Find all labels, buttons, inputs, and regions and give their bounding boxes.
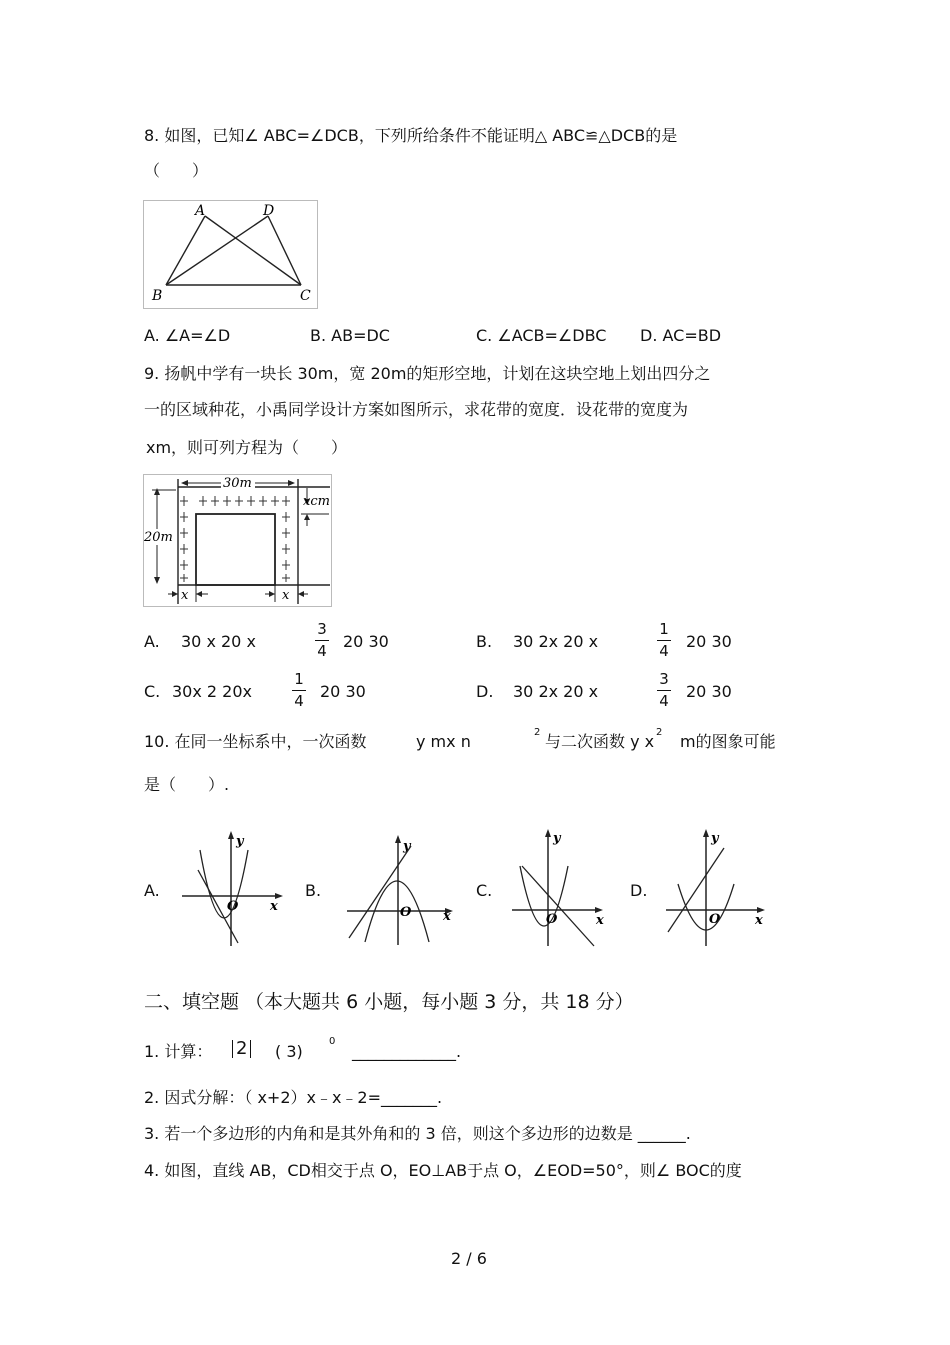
q9-option-d-fraction: 3 4 bbox=[657, 672, 671, 709]
q10-line1-c: 与二次函数 y x bbox=[545, 732, 655, 751]
origin: O bbox=[227, 899, 239, 914]
origin: O bbox=[709, 912, 721, 927]
fill-q1-abs: 2 bbox=[232, 1040, 251, 1058]
origin: O bbox=[546, 912, 558, 927]
q9-option-c-label[interactable]: C. bbox=[144, 682, 161, 701]
axis-y: y bbox=[553, 831, 561, 846]
label-c: C bbox=[300, 288, 311, 304]
q8-paren: （ ） bbox=[144, 161, 209, 180]
q9-line1: 9. 扬帆中学有一块长 30m，宽 20m的矩形空地，计划在这块空地上划出四分之 bbox=[144, 364, 711, 383]
q9-option-c-rhs: 20 30 bbox=[320, 682, 366, 701]
q10-sup1: 2 bbox=[534, 727, 541, 738]
q9-option-b-label[interactable]: B. bbox=[476, 632, 493, 651]
label-xcm: xcm bbox=[303, 494, 330, 509]
fill-q4: 4. 如图，直线 AB，CD相交于点 O，EO⊥AB于点 O，∠EOD=50°，则∠ BOC的度 bbox=[144, 1161, 742, 1180]
q10-option-b[interactable]: B. bbox=[305, 881, 322, 900]
axis-y: y bbox=[711, 831, 719, 846]
label-20m: 20m bbox=[144, 530, 173, 545]
q10-line1-d: m的图象可能 bbox=[680, 732, 776, 751]
q9-option-a-rhs: 20 30 bbox=[343, 632, 389, 651]
axis-y: y bbox=[403, 839, 411, 854]
fill-q3: 3. 若一个多边形的内角和是其外角和的 3 倍，则这个多边形的边数是 ______. bbox=[144, 1124, 691, 1143]
label-a: A bbox=[195, 203, 206, 219]
section2-title: 二、填空题 （本大题共 6 小题，每小题 3 分，共 18 分） bbox=[144, 991, 634, 1013]
fill-q1-power: ( 3) bbox=[275, 1042, 303, 1061]
q9-option-d-expr: 30 2x 20 x bbox=[513, 682, 599, 701]
q9-option-b-rhs: 20 30 bbox=[686, 632, 732, 651]
axis-x: x bbox=[755, 913, 763, 928]
q8-option-b[interactable]: B. AB=DC bbox=[310, 326, 390, 345]
q8-option-d[interactable]: D. AC=BD bbox=[640, 326, 722, 345]
q9-option-c-expr: 30x 2 20x bbox=[172, 682, 253, 701]
q8-option-a[interactable]: A. ∠A=∠D bbox=[144, 326, 231, 345]
q10-graph-b bbox=[345, 830, 460, 948]
q9-line2: 一的区域种花，小禹同学设计方案如图所示，求花带的宽度．设花带的宽度为 bbox=[144, 400, 689, 419]
q10-graph-d bbox=[664, 826, 770, 950]
q8-triangle-figure bbox=[143, 200, 319, 310]
q10-option-a[interactable]: A. bbox=[144, 881, 160, 900]
label-30m: 30m bbox=[223, 476, 252, 491]
q10-graph-c bbox=[510, 826, 610, 950]
axis-x: x bbox=[596, 913, 604, 928]
q9-option-d-label[interactable]: D. bbox=[476, 682, 494, 701]
fill-q2: 2. 因式分解：（ x+2）x﹣x﹣2=_______. bbox=[144, 1088, 443, 1107]
fill-q1-sup: 0 bbox=[329, 1036, 336, 1047]
q9-line3: xm，则可列方程为（ ） bbox=[146, 438, 348, 457]
q10-option-c[interactable]: C. bbox=[476, 881, 493, 900]
q10-line2: 是（ ）. bbox=[144, 775, 230, 794]
q9-option-a-fraction: 3 4 bbox=[315, 622, 329, 659]
axis-x: x bbox=[270, 899, 278, 914]
page-number: 2 / 6 bbox=[451, 1249, 487, 1268]
q9-option-c-fraction: 1 4 bbox=[292, 672, 306, 709]
q9-option-b-fraction: 1 4 bbox=[657, 622, 671, 659]
q10-line1-a: 10. 在同一坐标系中，一次函数 bbox=[144, 732, 367, 751]
label-x-right: x bbox=[282, 588, 290, 603]
label-b: B bbox=[152, 288, 163, 304]
fill-q1-label: 1. 计算： bbox=[144, 1042, 213, 1061]
q10-line1-b: y mx n bbox=[416, 732, 471, 751]
q9-option-d-rhs: 20 30 bbox=[686, 682, 732, 701]
q9-option-b-expr: 30 2x 20 x bbox=[513, 632, 599, 651]
q10-sup2: 2 bbox=[656, 727, 663, 738]
origin: O bbox=[400, 905, 412, 920]
label-x-left: x bbox=[181, 588, 189, 603]
axis-x: x bbox=[443, 909, 451, 924]
q9-garden-figure bbox=[143, 474, 333, 608]
q10-graph-a bbox=[180, 828, 288, 950]
q10-option-d[interactable]: D. bbox=[630, 881, 648, 900]
q9-option-a-label[interactable]: A. bbox=[144, 632, 160, 651]
label-d: D bbox=[263, 203, 275, 219]
q8-option-c[interactable]: C. ∠ACB=∠DBC bbox=[476, 326, 607, 345]
fill-q1-blank[interactable]: _____________. bbox=[352, 1042, 462, 1061]
q9-option-a-expr: 30 x 20 x bbox=[181, 632, 256, 651]
q8-stem: 8. 如图，已知∠ ABC=∠DCB，下列所给条件不能证明△ ABC≌△DCB的是 bbox=[144, 126, 678, 145]
axis-y: y bbox=[236, 834, 244, 849]
